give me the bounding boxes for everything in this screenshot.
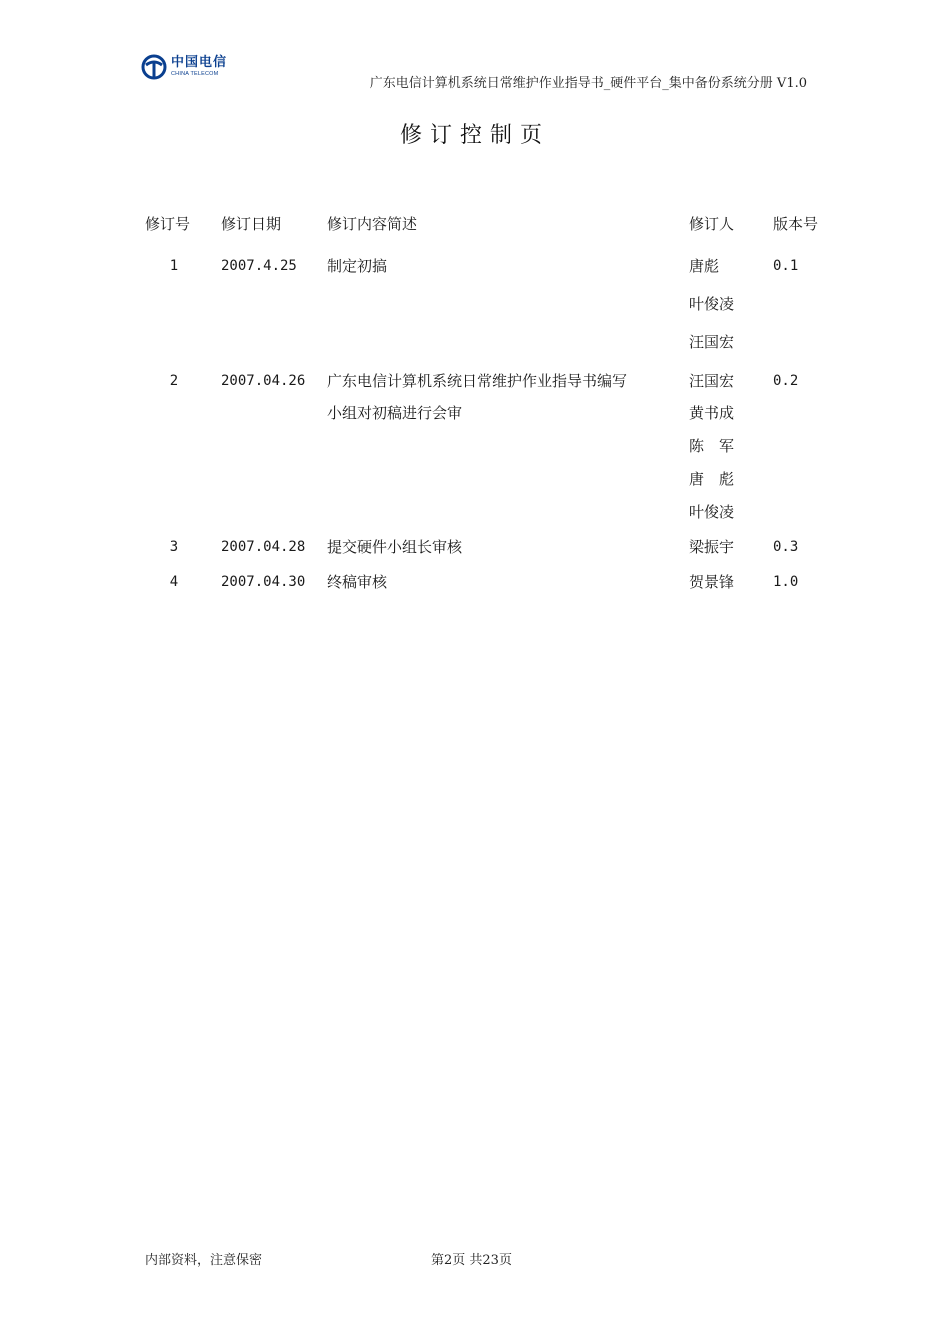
logo-chinese-text: 中国电信 (171, 55, 228, 71)
row-1-version: 0.1 (773, 258, 799, 274)
page-title: 修订控制页 (399, 123, 550, 148)
row-3-version: 0.3 (773, 539, 799, 555)
row-4-author-1: 贺景锋 (689, 573, 735, 591)
row-1-author-2: 叶俊凌 (689, 295, 735, 313)
row-2-date: 2007.04.26 (221, 373, 306, 389)
row-2-author-1: 汪国宏 (689, 372, 735, 390)
row-3-author-1: 梁振宇 (689, 538, 735, 556)
row-2-version: 0.2 (773, 373, 799, 389)
row-1-author-1: 唐彪 (689, 257, 720, 275)
row-2-author-5: 叶俊凌 (689, 503, 735, 521)
row-3-no: 3 (169, 539, 179, 555)
footer-confidential-note: 内部资料，注意保密 (145, 1253, 263, 1268)
header-version: 版本号 (773, 215, 819, 233)
row-3-description: 提交硬件小组长审核 (327, 538, 463, 556)
row-3-date: 2007.04.28 (221, 539, 306, 555)
row-2-description-line-1: 广东电信计算机系统日常维护作业指导书编写 (327, 372, 628, 390)
row-2-author-2: 黄书成 (689, 404, 735, 422)
footer-page-number: 第2页 共23页 (431, 1253, 512, 1268)
header-reviser: 修订人 (689, 215, 735, 233)
revision-table (0, 0, 950, 620)
row-2-no: 2 (169, 373, 179, 389)
logo-english-text: CHINA TELECOM (171, 71, 219, 78)
row-1-description: 制定初搞 (327, 257, 388, 275)
row-2-author-4: 唐 彪 (689, 470, 735, 488)
row-2-author-3: 陈 军 (689, 437, 735, 455)
row-1-date: 2007.4.25 (221, 258, 297, 274)
row-1-author-3: 汪国宏 (689, 333, 735, 351)
row-4-version: 1.0 (773, 574, 799, 590)
row-4-description: 终稿审核 (327, 573, 388, 591)
document-header-title: 广东电信计算机系统日常维护作业指导书_硬件平台_集中备份系统分册 V1.0 (369, 76, 807, 91)
header-revision-date: 修订日期 (221, 215, 282, 233)
header-description: 修订内容简述 (327, 215, 418, 233)
row-1-no: 1 (169, 258, 179, 274)
row-4-no: 4 (169, 574, 179, 590)
row-4-date: 2007.04.30 (221, 574, 306, 590)
header-revision-no: 修订号 (145, 215, 191, 233)
row-2-description-line-2: 小组对初稿进行会审 (327, 404, 463, 422)
